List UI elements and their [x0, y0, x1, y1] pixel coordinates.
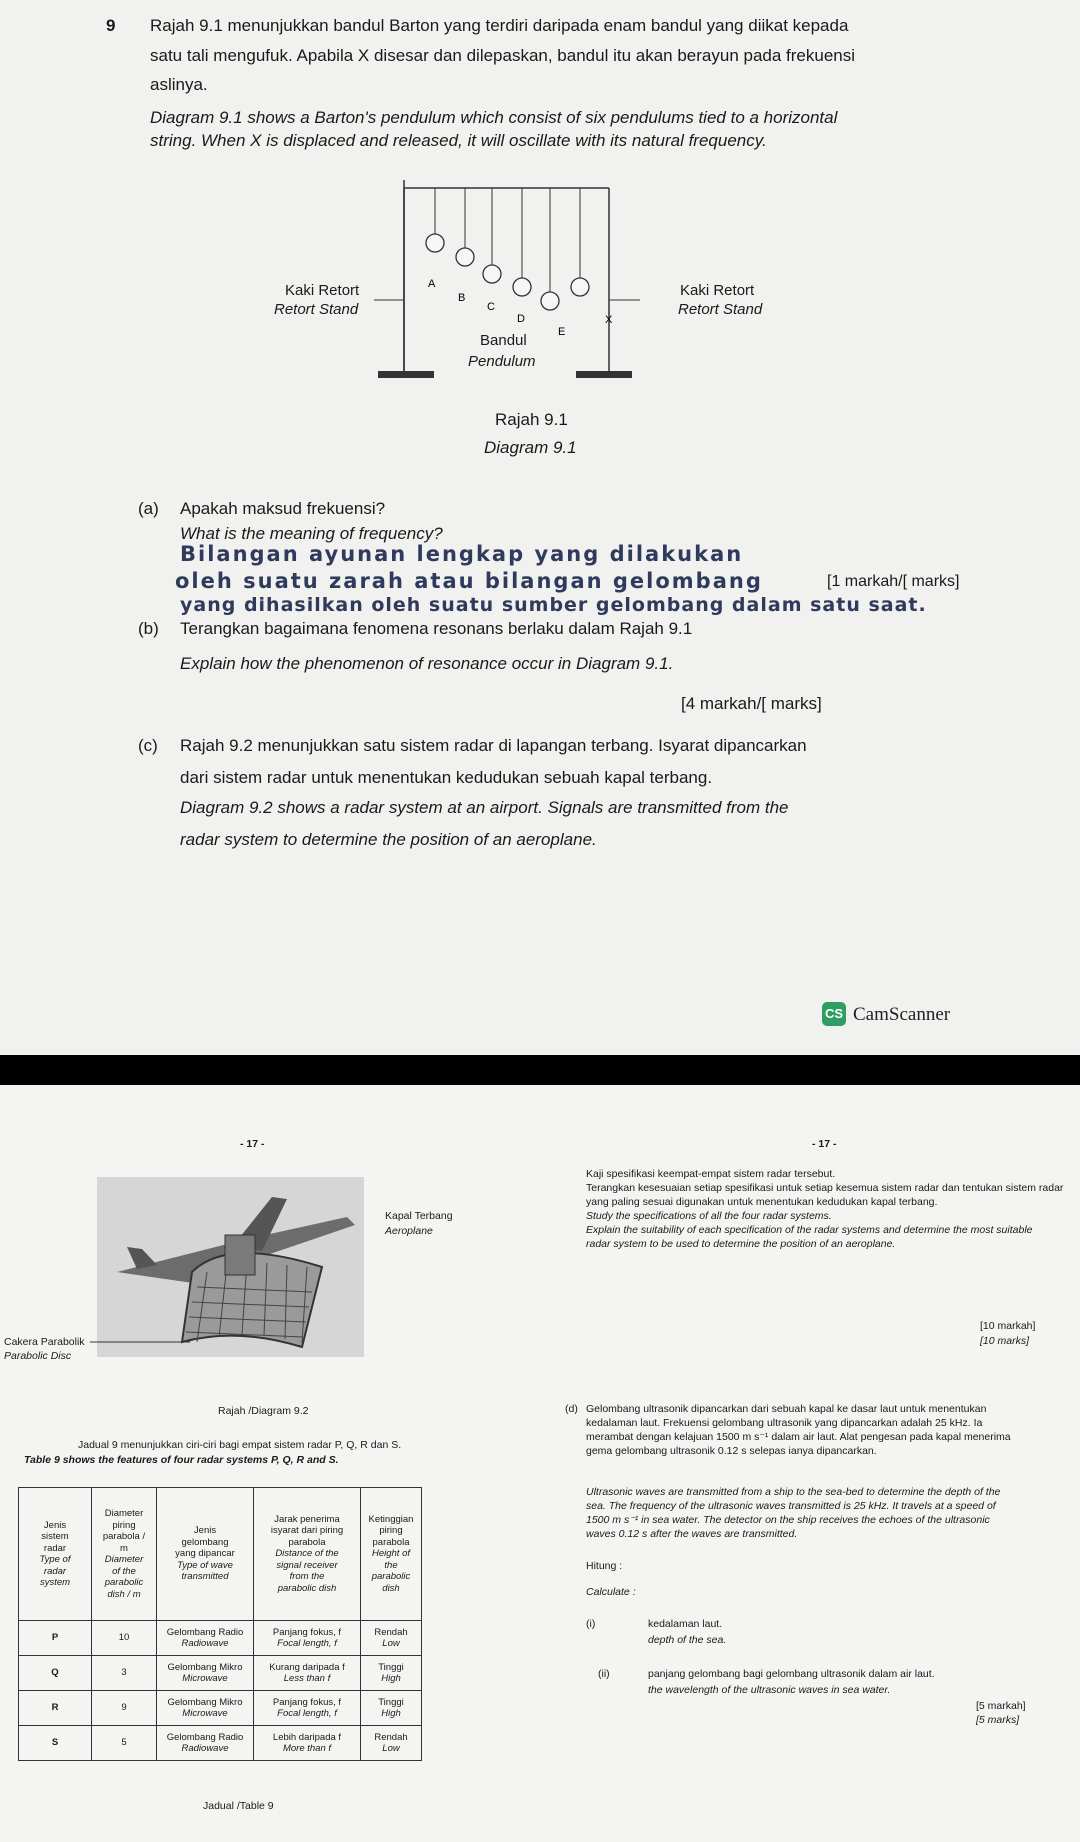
row-r-height: Tinggi High — [361, 1691, 422, 1726]
pendulum-label-ms: Bandul — [480, 332, 527, 349]
bob-label-c: C — [487, 301, 495, 313]
row-r-wave: Gelombang Mikro Microwave — [157, 1691, 254, 1726]
part-b-marks: [4 markah/[ marks] — [681, 694, 822, 713]
pendulum-e — [541, 188, 559, 310]
row-q-height: Tinggi High — [361, 1656, 422, 1691]
header-wave: Jenis gelombang yang dipancar Type of wave transmitted — [157, 1488, 254, 1621]
pendulum-a — [426, 188, 444, 252]
row-p-type: P — [19, 1621, 92, 1656]
table-intro-en: Table 9 shows the features of four radar systems P, Q, R and S. — [24, 1454, 339, 1466]
part-b-label: (b) — [138, 619, 159, 638]
row-s-diameter: 5 — [92, 1726, 157, 1761]
part-d-ms-4: gema gelombang ultrasonik 0.12 s selepas ianya dipancarkan. — [586, 1445, 877, 1457]
intro-en-line-1: Diagram 9.1 shows a Barton's pendulum which consist of six pendulums tied to a horizontal — [150, 108, 838, 127]
part-c-en-line-1: Diagram 9.2 shows a radar system at an airport. Signals are transmitted from the — [180, 798, 789, 817]
question-number: 9 — [106, 16, 116, 35]
part-c-ms-line-1: Rajah 9.2 menunjukkan satu sistem radar di lapangan terbang. Isyarat dipancarkan — [180, 736, 807, 755]
left-stand-label-en: Retort Stand — [274, 301, 359, 318]
diagram-9-1-caption-en: Diagram 9.1 — [484, 438, 577, 457]
right-stand-label-en: Retort Stand — [678, 301, 763, 318]
intro-en-line-2: string. When X is displaced and released, it will oscillate with its natural frequency. — [150, 131, 767, 150]
part-b-question-ms: Terangkan bagaimana fenomena resonans berlaku dalam Rajah 9.1 — [180, 619, 693, 638]
handwritten-answer-line-2: oleh suatu zarah atau bilangan gelombang — [175, 569, 763, 593]
handwritten-answer-line-3: yang dihasilkan oleh suatu sumber gelombang dalam satu saat. — [180, 594, 927, 616]
instr-ms-2: Terangkan kesesuaian setiap spesifikasi untuk setiap kesemua sistem radar dan tentukan sistem radar — [586, 1182, 1064, 1194]
row-r-diameter: 9 — [92, 1691, 157, 1726]
part-d-en-2: sea. The frequency of the ultrasonic waves transmitted is 25 kHz. It travels at a speed of — [586, 1500, 996, 1512]
pendulum-c — [483, 188, 501, 283]
header-height: Ketinggian piring parabola Height of the parabolic dish — [361, 1488, 422, 1621]
table-row — [19, 1726, 422, 1761]
part-d-ii-ms: panjang gelombang bagi gelombang ultrasonik dalam air laut. — [648, 1668, 935, 1680]
part-d-ii-label: (ii) — [598, 1668, 610, 1680]
part-d-marks-en: [5 marks] — [976, 1714, 1020, 1726]
part-d-i-ms: kedalaman laut. — [648, 1618, 723, 1630]
part-a-marks: [1 markah/[ marks] — [827, 573, 960, 590]
camscanner-logo: CS — [822, 1002, 846, 1026]
part-d-marks-ms: [5 markah] — [976, 1700, 1026, 1712]
row-s-wave: Gelombang Radio Radiowave — [157, 1726, 254, 1761]
pendulum-x — [571, 188, 589, 296]
table-header-row — [19, 1488, 422, 1621]
table-intro-ms: Jadual 9 menunjukkan ciri-ciri bagi empat sistem radar P, Q, R dan S. — [78, 1439, 402, 1451]
part-d-ii-en: the wavelength of the ultrasonic waves in sea water. — [648, 1684, 891, 1696]
parabolic-disc-label-en: Parabolic Disc — [4, 1350, 72, 1362]
part-d-i-label: (i) — [586, 1618, 596, 1630]
right-stand-label-ms: Kaki Retort — [680, 282, 755, 299]
pendulum-d — [513, 188, 531, 296]
calculate-ms: Hitung : — [586, 1560, 623, 1572]
row-r-distance: Panjang fokus, f Focal length, f — [254, 1691, 361, 1726]
part-c-marks-ms: [10 markah] — [980, 1320, 1036, 1332]
row-s-height: Rendah Low — [361, 1726, 422, 1761]
radar-photo — [97, 1177, 364, 1357]
calculate-en: Calculate : — [586, 1586, 636, 1598]
row-p-height: Rendah Low — [361, 1621, 422, 1656]
camscanner-watermark: CamScanner — [853, 1004, 951, 1025]
diagram-9-2-caption: Rajah /Diagram 9.2 — [218, 1405, 309, 1417]
intro-ms-line-2: satu tali mengufuk. Apabila X disesar dan dilepaskan, bandul itu akan berayun pada frekuensi — [150, 46, 856, 65]
row-p-diameter: 10 — [92, 1621, 157, 1656]
aeroplane-label-ms: Kapal Terbang — [385, 1210, 453, 1222]
part-a-label: (a) — [138, 499, 159, 518]
instr-ms-3: yang paling sesuai digunakan untuk menentukan kedudukan kapal terbang. — [586, 1196, 938, 1208]
part-d-label: (d) — [565, 1403, 578, 1415]
intro-ms-line-3: aslinya. — [150, 75, 208, 94]
instr-en-3: radar system to be used to determine the position of an aeroplane. — [586, 1238, 896, 1250]
bob-label-a: A — [428, 278, 436, 290]
row-q-wave: Gelombang Mikro Microwave — [157, 1656, 254, 1691]
left-stand-label-ms: Kaki Retort — [285, 282, 360, 299]
row-s-type: S — [19, 1726, 92, 1761]
pendulum-label-en: Pendulum — [468, 353, 536, 370]
left-stand-base — [378, 371, 434, 378]
part-c-en-line-2: radar system to determine the position of an aeroplane. — [180, 830, 597, 849]
part-c-marks-en: [10 marks] — [980, 1335, 1030, 1347]
row-q-type: Q — [19, 1656, 92, 1691]
bob-label-x: X — [605, 314, 613, 326]
part-d-ms-2: kedalaman laut. Frekuensi gelombang ultrasonik yang dipancarkan adalah 25 kHz. Ia — [586, 1417, 983, 1429]
row-q-distance: Kurang daripada f Less than f — [254, 1656, 361, 1691]
part-d-ms-1: Gelombang ultrasonik dipancarkan dari sebuah kapal ke dasar laut untuk menentukan — [586, 1403, 987, 1415]
radar-dish-illustration — [97, 1177, 364, 1357]
row-p-wave: Gelombang Radio Radiowave — [157, 1621, 254, 1656]
header-diameter: Diameter piring parabola / m Diameter of the parabolic dish / m — [92, 1488, 157, 1621]
part-a-question-ms: Apakah maksud frekuensi? — [180, 499, 386, 518]
disc-pointer-line — [90, 1340, 190, 1344]
row-p-distance: Panjang fokus, f Focal length, f — [254, 1621, 361, 1656]
instr-en-2: Explain the suitability of each specification of the radar systems and determine the most suitable — [586, 1224, 1033, 1236]
part-d-en-3: 1500 m s⁻¹ in sea water. The detector on the ship receives the echoes of the ultrasonic — [586, 1514, 990, 1526]
radar-systems-table — [18, 1487, 422, 1761]
header-distance: Jarak penerima isyarat dari piring parabola Distance of the signal receiver from the parabolic dish — [254, 1488, 361, 1621]
part-c-label: (c) — [138, 736, 158, 755]
part-a-question-en: What is the meaning of frequency? — [180, 524, 443, 543]
table-row — [19, 1656, 422, 1691]
part-d-en-1: Ultrasonic waves are transmitted from a ship to the sea-bed to determine the depth of the — [586, 1486, 1001, 1498]
bob-label-d: D — [517, 313, 525, 325]
row-s-distance: Lebih daripada f More than f — [254, 1726, 361, 1761]
page-number-right: - 17 - — [812, 1138, 837, 1150]
row-q-diameter: 3 — [92, 1656, 157, 1691]
intro-ms-line-1: Rajah 9.1 menunjukkan bandul Barton yang terdiri daripada enam bandul yang diikat kepada — [150, 16, 849, 35]
part-c-ms-line-2: dari sistem radar untuk menentukan kedudukan sebuah kapal terbang. — [180, 768, 713, 787]
instr-en-1: Study the specifications of all the four radar systems. — [586, 1210, 832, 1222]
part-d-i-en: depth of the sea. — [648, 1634, 727, 1646]
pendulum-b — [456, 188, 474, 266]
handwritten-answer-line-1: Bilangan ayunan lengkap yang dilakukan — [180, 542, 744, 566]
row-r-type: R — [19, 1691, 92, 1726]
parabolic-disc-label-ms: Cakera Parabolik — [4, 1336, 85, 1348]
bob-label-e: E — [558, 326, 566, 338]
diagram-9-1-caption-ms: Rajah 9.1 — [495, 410, 568, 429]
right-stand-base — [576, 371, 632, 378]
bob-label-b: B — [458, 292, 466, 304]
aeroplane-label-en: Aeroplane — [385, 1225, 433, 1237]
table-row — [19, 1691, 422, 1726]
table-9-caption: Jadual /Table 9 — [203, 1800, 274, 1812]
instr-ms-1: Kaji spesifikasi keempat-empat sistem radar tersebut. — [586, 1168, 836, 1180]
part-b-question-en: Explain how the phenomenon of resonance occur in Diagram 9.1. — [180, 654, 674, 673]
part-d-ms-3: merambat dengan kelajuan 1500 m s⁻¹ dalam air laut. Alat pengesan pada kapal menerima — [586, 1431, 1011, 1443]
page-number-left: - 17 - — [240, 1138, 265, 1150]
part-d-en-4: waves 0.12 s after the waves are transmitted. — [586, 1528, 798, 1540]
header-type: Jenis sistem radar Type of radar system — [19, 1488, 92, 1621]
table-row — [19, 1621, 422, 1656]
